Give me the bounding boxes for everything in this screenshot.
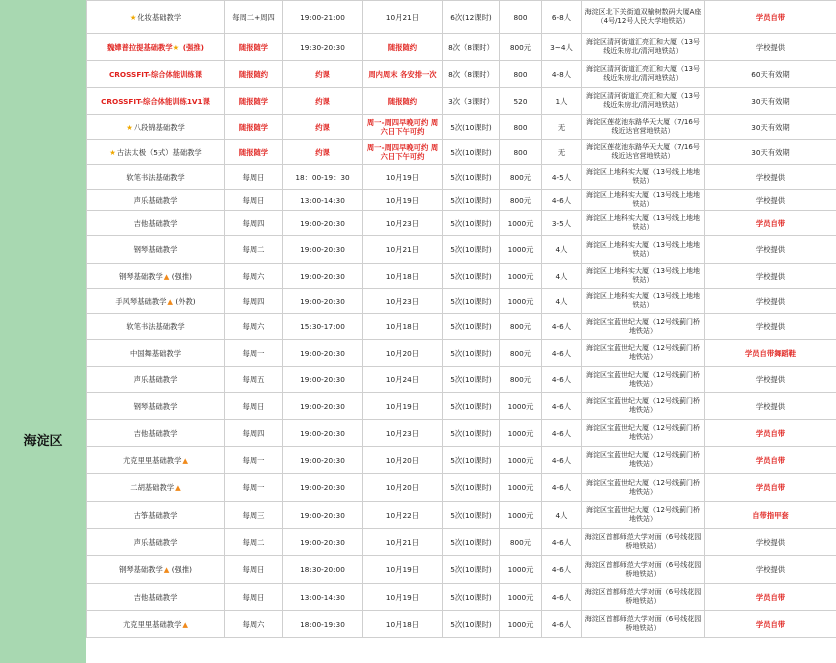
cell-sessions: 5次(10课时)	[443, 420, 500, 447]
cell-time: 13:00-14:30	[283, 190, 363, 211]
cell-size: 4-6人	[542, 611, 582, 638]
cell-course	[87, 61, 225, 88]
cell-start: 10月24日	[363, 367, 443, 393]
cell-price: 1000元	[500, 264, 542, 289]
cell-price: 1000元	[500, 447, 542, 474]
table-row	[87, 611, 836, 638]
cell-days: 每周六	[225, 611, 283, 638]
cell-start: 10月18日	[363, 611, 443, 638]
cell-price: 800元	[500, 314, 542, 340]
cell-days: 随报随学	[225, 140, 283, 165]
cell-course	[87, 529, 225, 556]
cell-days: 每周一	[225, 474, 283, 502]
cell-time: 19:00-20:30	[283, 340, 363, 367]
cell-size: 4-6人	[542, 474, 582, 502]
cell-start: 10月21日	[363, 1, 443, 34]
cell-size: 3-5人	[542, 211, 582, 236]
cell-start: 10月23日	[363, 420, 443, 447]
cell-price: 800	[500, 1, 542, 34]
fire-icon: ▲	[163, 565, 170, 574]
cell-start: 10月19日	[363, 190, 443, 211]
cell-sessions: 5次(10课时)	[443, 211, 500, 236]
cell-course	[87, 1, 225, 34]
cell-note: 学员自带舞蹈鞋	[705, 340, 836, 367]
cell-days: 每周六	[225, 314, 283, 340]
cell-time: 18：00-19：30	[283, 165, 363, 190]
cell-size: 3~4人	[542, 34, 582, 61]
cell-course	[87, 420, 225, 447]
cell-price: 800元	[500, 190, 542, 211]
table-row	[87, 367, 836, 393]
course-name: 魏嬅普拉提基础教学	[106, 42, 173, 52]
cell-time: 19:00-20:30	[283, 236, 363, 264]
cell-price: 520	[500, 88, 542, 115]
cell-start: 10月20日	[363, 474, 443, 502]
cell-note: 学校提供	[705, 34, 836, 61]
cell-days: 随报随学	[225, 88, 283, 115]
cell-start: 10月20日	[363, 447, 443, 474]
cell-price: 1000元	[500, 420, 542, 447]
cell-price: 800	[500, 61, 542, 88]
cell-price: 800	[500, 115, 542, 140]
course-name: 吉他基础教学	[133, 218, 178, 228]
cell-days: 随报随学	[225, 115, 283, 140]
cell-sessions: 5次(10课时)	[443, 236, 500, 264]
cell-note: 学员自带	[705, 420, 836, 447]
cell-time: 19:00-21:00	[283, 1, 363, 34]
cell-price: 1000元	[500, 611, 542, 638]
cell-course	[87, 211, 225, 236]
cell-start: 10月19日	[363, 393, 443, 420]
course-tag: (强推)	[169, 565, 192, 574]
cell-note: 学校提供	[705, 367, 836, 393]
cell-note: 学员自带	[705, 474, 836, 502]
cell-course	[87, 236, 225, 264]
cell-time: 约课	[283, 88, 363, 115]
cell-sessions: 5次(10课时)	[443, 140, 500, 165]
cell-note: 学员自带	[705, 611, 836, 638]
cell-sessions: 5次(10课时)	[443, 502, 500, 529]
cell-size: 4-6人	[542, 556, 582, 584]
cell-note: 60天有效期	[705, 61, 836, 88]
cell-start: 10月18日	[363, 314, 443, 340]
course-name: 中国舞基础教学	[129, 348, 182, 358]
course-tag: (外教)	[173, 296, 196, 306]
cell-start: 10月19日	[363, 584, 443, 611]
fire-icon: ▲	[175, 483, 181, 492]
cell-sessions: 6次(12课时)	[443, 1, 500, 34]
cell-addr: 海淀区宝蓝世纪大厦（12号线蓟门桥地铁站）	[582, 393, 705, 420]
cell-addr: 海淀区上地科实大厦（13号线上地地铁站）	[582, 190, 705, 211]
cell-time: 19:00-20:30	[283, 474, 363, 502]
course-name: 软笔书法基础教学	[126, 172, 185, 182]
fire-icon: ▲	[167, 296, 174, 306]
cell-course	[87, 367, 225, 393]
cell-price: 1000元	[500, 474, 542, 502]
course-name: 古筝基础教学	[133, 510, 178, 520]
cell-course	[87, 447, 225, 474]
cell-time: 18:00-19:30	[283, 611, 363, 638]
cell-days: 每周三	[225, 502, 283, 529]
course-name: 声乐基础教学	[133, 195, 178, 205]
cell-time: 19:00-20:30	[283, 289, 363, 314]
cell-addr: 海淀区宝蓝世纪大厦（12号线蓟门桥地铁站）	[582, 367, 705, 393]
cell-size: 4人	[542, 289, 582, 314]
cell-addr: 海淀区宝蓝世纪大厦（12号线蓟门桥地铁站）	[582, 340, 705, 367]
cell-note: 学员自带	[705, 211, 836, 236]
cell-time: 19:00-20:30	[283, 264, 363, 289]
cell-sessions: 5次(10课时)	[443, 584, 500, 611]
cell-size: 无	[542, 140, 582, 165]
cell-price: 1000元	[500, 289, 542, 314]
table-row	[87, 340, 836, 367]
cell-days: 每周日	[225, 584, 283, 611]
cell-time: 13:00-14:30	[283, 584, 363, 611]
cell-start: 10月21日	[363, 236, 443, 264]
cell-addr: 海淀区宝蓝世纪大厦（12号线蓟门桥地铁站）	[582, 314, 705, 340]
cell-note: 学校提供	[705, 556, 836, 584]
cell-sessions: 5次(10课时)	[443, 165, 500, 190]
cell-course	[87, 584, 225, 611]
cell-time: 19:00-20:30	[283, 393, 363, 420]
table-row	[87, 34, 836, 61]
cell-addr: 海淀区宝蓝世纪大厦（12号线蓟门桥地铁站）	[582, 447, 705, 474]
cell-note: 学校提供	[705, 393, 836, 420]
cell-start: 随报随约	[363, 34, 443, 61]
cell-start: 10月23日	[363, 211, 443, 236]
cell-course	[87, 34, 225, 61]
cell-time: 19:00-20:30	[283, 502, 363, 529]
cell-addr: 海淀区宝蓝世纪大厦（12号线蓟门桥地铁站）	[582, 502, 705, 529]
cell-price: 1000元	[500, 556, 542, 584]
cell-time: 15:30-17:00	[283, 314, 363, 340]
cell-course	[87, 190, 225, 211]
star-icon: ★	[109, 147, 116, 157]
cell-sessions: 5次(10课时)	[443, 393, 500, 420]
table-row	[87, 314, 836, 340]
cell-sessions: 5次(10课时)	[443, 611, 500, 638]
cell-sessions: 8次（8课时）	[443, 61, 500, 88]
course-name: CROSSFIT-综合体能训练课	[108, 69, 203, 79]
cell-price: 800元	[500, 529, 542, 556]
table-row	[87, 211, 836, 236]
cell-start: 10月20日	[363, 340, 443, 367]
cell-course	[87, 502, 225, 529]
cell-sessions: 5次(10课时)	[443, 474, 500, 502]
course-name: 软笔书法基础教学	[126, 322, 185, 331]
cell-course	[87, 289, 225, 314]
cell-size: 4-6人	[542, 584, 582, 611]
cell-days: 每周五	[225, 367, 283, 393]
cell-price: 1000元	[500, 584, 542, 611]
course-name: 声乐基础教学	[133, 537, 178, 547]
cell-time: 19:00-20:30	[283, 420, 363, 447]
cell-start: 周一-周四早晚可约 周六日下午可约	[363, 140, 443, 165]
cell-note: 学员自带	[705, 1, 836, 34]
cell-note: 30天有效期	[705, 88, 836, 115]
table-row	[87, 393, 836, 420]
cell-days: 每周四	[225, 289, 283, 314]
cell-price: 800元	[500, 367, 542, 393]
course-name: 钢琴基础教学	[133, 401, 178, 411]
cell-days: 每周二	[225, 529, 283, 556]
star-icon: ★	[129, 12, 137, 22]
cell-addr: 海淀区上地科实大厦（13号线上地地铁站）	[582, 211, 705, 236]
course-name: 尤克里里基础教学	[123, 455, 182, 465]
cell-size: 4-5人	[542, 165, 582, 190]
cell-size: 4-6人	[542, 447, 582, 474]
course-name: 声乐基础教学	[133, 375, 178, 384]
cell-note: 学员自带	[705, 447, 836, 474]
cell-size: 4-6人	[542, 393, 582, 420]
cell-course	[87, 611, 225, 638]
cell-size: 4-6人	[542, 190, 582, 211]
cell-sessions: 5次(10课时)	[443, 340, 500, 367]
cell-sessions: 5次(10课时)	[443, 314, 500, 340]
cell-time: 约课	[283, 61, 363, 88]
course-table	[86, 0, 836, 638]
cell-time: 约课	[283, 115, 363, 140]
fire-icon: ▲	[182, 455, 188, 465]
fire-icon: ▲	[163, 271, 170, 281]
cell-addr: 海淀区莲花池东路华天大厦（7/16号线近达官营地铁站）	[582, 115, 705, 140]
cell-addr: 海淀区宝蓝世纪大厦（12号线蓟门桥地铁站）	[582, 420, 705, 447]
cell-start: 随报随约	[363, 88, 443, 115]
cell-size: 4-6人	[542, 340, 582, 367]
course-tag: (强推)	[169, 271, 192, 281]
course-name: 手风琴基础教学	[115, 296, 167, 306]
cell-size: 4人	[542, 236, 582, 264]
region-label: 海淀区	[23, 434, 63, 449]
cell-size: 4人	[542, 264, 582, 289]
cell-size: 4-6人	[542, 367, 582, 393]
cell-time: 19:00-20:30	[283, 211, 363, 236]
table-row	[87, 447, 836, 474]
course-name: 尤克里里基础教学	[123, 619, 182, 629]
cell-sessions: 5次(10课时)	[443, 264, 500, 289]
table-row	[87, 502, 836, 529]
cell-price: 800元	[500, 34, 542, 61]
cell-addr: 海淀区宝蓝世纪大厦（12号线蓟门桥地铁站）	[582, 474, 705, 502]
cell-addr: 海淀区上地科实大厦（13号线上地地铁站）	[582, 165, 705, 190]
cell-days: 每周四	[225, 420, 283, 447]
cell-note: 学校提供	[705, 165, 836, 190]
cell-time: 19:00-20:30	[283, 447, 363, 474]
cell-size: 4-6人	[542, 420, 582, 447]
cell-note: 学员自带	[705, 584, 836, 611]
cell-sessions: 5次(10课时)	[443, 529, 500, 556]
cell-addr: 海淀区北下关街道双榆树数码大厦A座（4号/12号人民大学地铁站）	[582, 1, 705, 34]
cell-course	[87, 264, 225, 289]
cell-time: 18:30-20:00	[283, 556, 363, 584]
cell-addr: 海淀区清河街道汇亮汇和大厦（13号线近朱房北/清河地铁站）	[582, 61, 705, 88]
cell-days: 每周二+周四	[225, 1, 283, 34]
star-icon: ★	[126, 122, 133, 132]
cell-addr: 海淀区首都师范大学对面（6号线花园桥地铁站）	[582, 529, 705, 556]
cell-note: 学校提供	[705, 289, 836, 314]
table-row	[87, 115, 836, 140]
cell-start: 10月22日	[363, 502, 443, 529]
star-icon: ★	[172, 42, 180, 52]
cell-course	[87, 140, 225, 165]
cell-sessions: 5次(10课时)	[443, 447, 500, 474]
cell-price: 800元	[500, 165, 542, 190]
cell-start: 周一-周四早晚可约 周六日下午可约	[363, 115, 443, 140]
table-row	[87, 289, 836, 314]
cell-start: 10月19日	[363, 556, 443, 584]
table-row	[87, 1, 836, 34]
cell-days: 随报随学	[225, 34, 283, 61]
course-name: 钢琴基础教学	[118, 271, 163, 281]
table-row	[87, 420, 836, 447]
cell-days: 每周日	[225, 165, 283, 190]
cell-size: 1人	[542, 88, 582, 115]
table-row	[87, 140, 836, 165]
cell-note: 学校提供	[705, 190, 836, 211]
cell-note: 自带指甲套	[705, 502, 836, 529]
cell-price: 1000元	[500, 502, 542, 529]
cell-note: 学校提供	[705, 236, 836, 264]
cell-sessions: 3次（3课时）	[443, 88, 500, 115]
cell-days: 每周日	[225, 556, 283, 584]
fire-icon: ▲	[182, 619, 188, 629]
course-name: 钢琴基础教学	[133, 245, 178, 254]
cell-course	[87, 340, 225, 367]
cell-start: 10月23日	[363, 289, 443, 314]
course-name: CROSSFIT-综合体能训练1V1课	[101, 96, 210, 106]
cell-addr: 海淀区上地科实大厦（13号线上地地铁站）	[582, 264, 705, 289]
cell-time: 19:00-20:30	[283, 529, 363, 556]
course-name: 古法太极（5式）基础教学	[116, 147, 202, 157]
cell-days: 每周日	[225, 190, 283, 211]
cell-note: 30天有效期	[705, 115, 836, 140]
cell-addr: 海淀区上地科实大厦（13号线上地地铁站）	[582, 289, 705, 314]
cell-sessions: 5次(10课时)	[443, 115, 500, 140]
course-name: 吉他基础教学	[133, 428, 178, 438]
cell-size: 4-6人	[542, 314, 582, 340]
cell-size: 4人	[542, 502, 582, 529]
cell-sessions: 5次(10课时)	[443, 556, 500, 584]
cell-course	[87, 556, 225, 584]
cell-days: 每周六	[225, 264, 283, 289]
cell-addr: 海淀区首都师范大学对面（6号线花园桥地铁站）	[582, 584, 705, 611]
cell-time: 约课	[283, 140, 363, 165]
cell-start: 10月19日	[363, 165, 443, 190]
course-name: 钢琴基础教学	[118, 565, 163, 574]
cell-days: 每周一	[225, 340, 283, 367]
table-row	[87, 88, 836, 115]
table-row	[87, 474, 836, 502]
cell-start: 10月21日	[363, 529, 443, 556]
cell-sessions: 8次（8课时）	[443, 34, 500, 61]
cell-start: 10月18日	[363, 264, 443, 289]
cell-course	[87, 115, 225, 140]
cell-sessions: 5次(10课时)	[443, 367, 500, 393]
cell-addr: 海淀区首都师范大学对面（6号线花园桥地铁站）	[582, 611, 705, 638]
cell-days: 每周二	[225, 236, 283, 264]
cell-addr: 海淀区莲花池东路华天大厦（7/16号线近达官营地铁站）	[582, 140, 705, 165]
cell-price: 800	[500, 140, 542, 165]
cell-price: 1000元	[500, 393, 542, 420]
cell-addr: 海淀区清河街道汇亮汇和大厦（13号线近朱房北/清河地铁站）	[582, 88, 705, 115]
cell-course	[87, 165, 225, 190]
course-name: 八段锦基础教学	[133, 122, 185, 132]
table-row	[87, 556, 836, 584]
table-row	[87, 190, 836, 211]
course-name: 化妆基础教学	[137, 12, 182, 22]
cell-course	[87, 88, 225, 115]
course-tag: (强推)	[180, 42, 205, 52]
cell-course	[87, 474, 225, 502]
cell-start: 周内周末 各安排一次	[363, 61, 443, 88]
cell-note: 30天有效期	[705, 140, 836, 165]
cell-time: 19:30-20:30	[283, 34, 363, 61]
course-name: 二胡基础教学	[130, 483, 175, 492]
cell-days: 每周日	[225, 393, 283, 420]
table-row	[87, 529, 836, 556]
cell-size: 4-6人	[542, 529, 582, 556]
cell-days: 随报随约	[225, 61, 283, 88]
cell-days: 每周一	[225, 447, 283, 474]
region-cell	[0, 0, 86, 663]
cell-time: 19:00-20:30	[283, 367, 363, 393]
cell-course	[87, 314, 225, 340]
cell-addr: 海淀区上地科实大厦（13号线上地地铁站）	[582, 236, 705, 264]
course-name: 吉他基础教学	[133, 592, 178, 602]
cell-sessions: 5次(10课时)	[443, 190, 500, 211]
cell-addr: 海淀区清河街道汇亮汇和大厦（13号线近朱房北/清河地铁站）	[582, 34, 705, 61]
cell-price: 1000元	[500, 236, 542, 264]
cell-note: 学校提供	[705, 529, 836, 556]
table-row	[87, 264, 836, 289]
cell-size: 无	[542, 115, 582, 140]
table-row	[87, 165, 836, 190]
table-row	[87, 61, 836, 88]
cell-note: 学校提供	[705, 314, 836, 340]
table-row	[87, 236, 836, 264]
cell-note: 学校提供	[705, 264, 836, 289]
cell-addr: 海淀区首都师范大学对面（6号线花园桥地铁站）	[582, 556, 705, 584]
cell-course	[87, 393, 225, 420]
table-row	[87, 584, 836, 611]
cell-price: 1000元	[500, 211, 542, 236]
cell-size: 6-8人	[542, 1, 582, 34]
cell-days: 每周四	[225, 211, 283, 236]
cell-size: 4-8人	[542, 61, 582, 88]
cell-price: 800元	[500, 340, 542, 367]
cell-sessions: 5次(10课时)	[443, 289, 500, 314]
